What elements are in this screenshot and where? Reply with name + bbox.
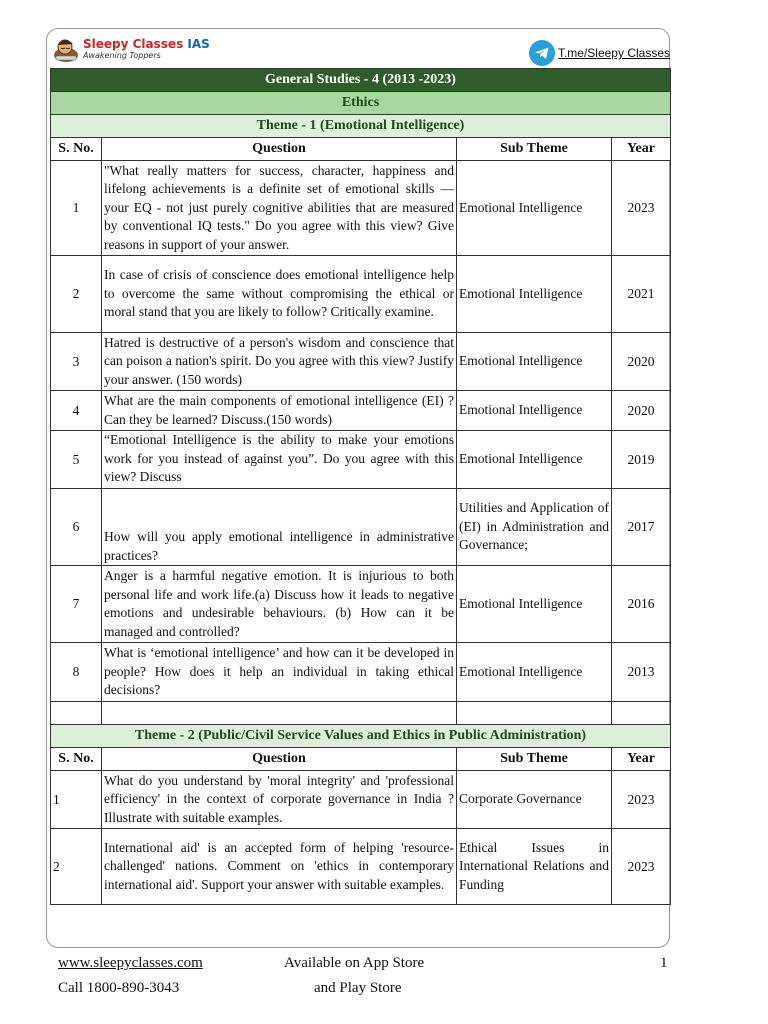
questions-table <box>50 68 671 905</box>
blank-row <box>51 702 671 725</box>
col-header-sno: S. No. <box>51 138 102 161</box>
table-title: General Studies - 4 (2013 -2023) <box>51 69 671 92</box>
col-header-sno: S. No. <box>51 748 102 771</box>
row-sno: 2 <box>51 829 102 905</box>
row-year: 2019 <box>612 431 671 489</box>
row-sno: 7 <box>51 566 102 643</box>
row-year: 2021 <box>612 256 671 333</box>
row-subtheme: Corporate Governance <box>457 771 612 829</box>
row-subtheme: Emotional Intelligence <box>457 431 612 489</box>
col-header-question: Question <box>102 748 457 771</box>
row-question: International aid' is an accepted form of helping 'resource-challenged' nations. Comment on 'ethics in contemporary international aid'. Support your answer with suitable examples. <box>102 829 457 905</box>
theme-1-title: Theme - 1 (Emotional Intelligence) <box>51 115 671 138</box>
logo-name: Sleepy Classes <box>83 37 184 51</box>
row-sno: 5 <box>51 431 102 489</box>
telegram-icon[interactable] <box>529 40 555 66</box>
row-sno: 1 <box>51 771 102 829</box>
row-year: 2023 <box>612 771 671 829</box>
row-year: 2013 <box>612 643 671 702</box>
row-subtheme: Emotional Intelligence <box>457 161 612 256</box>
row-subtheme: Utilities and Application of (EI) in Administration and Governance; <box>457 489 612 566</box>
footer-phone: Call 1800-890-3043 <box>58 980 180 996</box>
logo <box>52 36 210 64</box>
row-question: In case of crisis of conscience does emotional intelligence help to overcome the same without compromising the ethical or moral stand that you are likely to follow? Critically examine. <box>102 256 457 333</box>
row-subtheme: Emotional Intelligence <box>457 333 612 391</box>
row-year: 2016 <box>612 566 671 643</box>
table-row <box>51 489 671 566</box>
table-row <box>51 643 671 702</box>
table-row <box>51 566 671 643</box>
theme-2-title: Theme - 2 (Public/Civil Service Values and Ethics in Public Administration) <box>51 725 671 748</box>
blank-cell <box>51 702 102 725</box>
blank-cell <box>457 702 612 725</box>
row-question: How will you apply emotional intelligence in administrative practices? <box>102 489 457 566</box>
row-subtheme: Emotional Intelligence <box>457 566 612 643</box>
row-subtheme: Emotional Intelligence <box>457 643 612 702</box>
footer-app-line2: and Play Store <box>314 980 402 996</box>
telegram-link[interactable]: T.me/Sleepy Classes <box>557 46 670 60</box>
table-row <box>51 161 671 256</box>
row-year: 2020 <box>612 333 671 391</box>
row-question: What is ‘emotional intelligence’ and how can it be developed in people? How does it help an individual in taking ethical decisions? <box>102 643 457 702</box>
blank-cell <box>612 702 671 725</box>
col-header-subtheme: Sub Theme <box>457 138 612 161</box>
row-sno: 3 <box>51 333 102 391</box>
table-row <box>51 829 671 905</box>
row-subtheme: Ethical Issues in International Relations and Funding <box>457 829 612 905</box>
row-year: 2020 <box>612 391 671 431</box>
table-row <box>51 333 671 391</box>
col-header-subtheme: Sub Theme <box>457 748 612 771</box>
row-subtheme: Emotional Intelligence <box>457 391 612 431</box>
table-row <box>51 391 671 431</box>
table-row <box>51 771 671 829</box>
row-sno: 6 <box>51 489 102 566</box>
footer-app-line1: Available on App Store <box>284 955 425 971</box>
section-title: Ethics <box>51 92 671 115</box>
logo-tagline: Awakening Toppers <box>83 51 161 60</box>
logo-name-ias: IAS <box>187 37 210 51</box>
row-question: Hatred is destructive of a person's wisdom and conscience that can poison a nation's spirit. Do you agree with this view? Justify your answer. (150 words) <box>102 333 457 391</box>
sleepy-mascot-icon <box>52 36 80 64</box>
row-year: 2017 <box>612 489 671 566</box>
footer-website-link[interactable]: www.sleepyclasses.com <box>58 955 203 971</box>
row-question: "What really matters for success, character, happiness and lifelong achievements is a definite set of emotional skills — your EQ - not just purely cognitive abilities that are measured by conventional IQ tests." Do you agree with this view? Give reasons in support of your answer. <box>102 161 457 256</box>
col-header-year: Year <box>612 748 671 771</box>
row-question: Anger is a harmful negative emotion. It is injurious to both personal life and work life.(a) Discuss how it leads to negative emotions and undesirable behaviours. (b) How can it be managed and controlled? <box>102 566 457 643</box>
blank-cell <box>102 702 457 725</box>
telegram-link-group[interactable] <box>529 40 670 66</box>
col-header-question: Question <box>102 138 457 161</box>
row-sno: 1 <box>51 161 102 256</box>
row-sno: 8 <box>51 643 102 702</box>
row-sno: 4 <box>51 391 102 431</box>
table-row <box>51 256 671 333</box>
row-question: What are the main components of emotional intelligence (EI) ? Can they be learned? Discuss.(150 words) <box>102 391 457 431</box>
row-year: 2023 <box>612 161 671 256</box>
row-question: What do you understand by 'moral integrity' and 'professional efficiency' in the context of corporate governance in India ? Illustrate with suitable examples. <box>102 771 457 829</box>
row-sno: 2 <box>51 256 102 333</box>
table-row <box>51 431 671 489</box>
row-question: “Emotional Intelligence is the ability to make your emotions work for you instead of against you”. Do you agree with this view? Discuss <box>102 431 457 489</box>
col-header-year: Year <box>612 138 671 161</box>
page-number: 1 <box>660 955 668 971</box>
row-subtheme: Emotional Intelligence <box>457 256 612 333</box>
row-year: 2023 <box>612 829 671 905</box>
